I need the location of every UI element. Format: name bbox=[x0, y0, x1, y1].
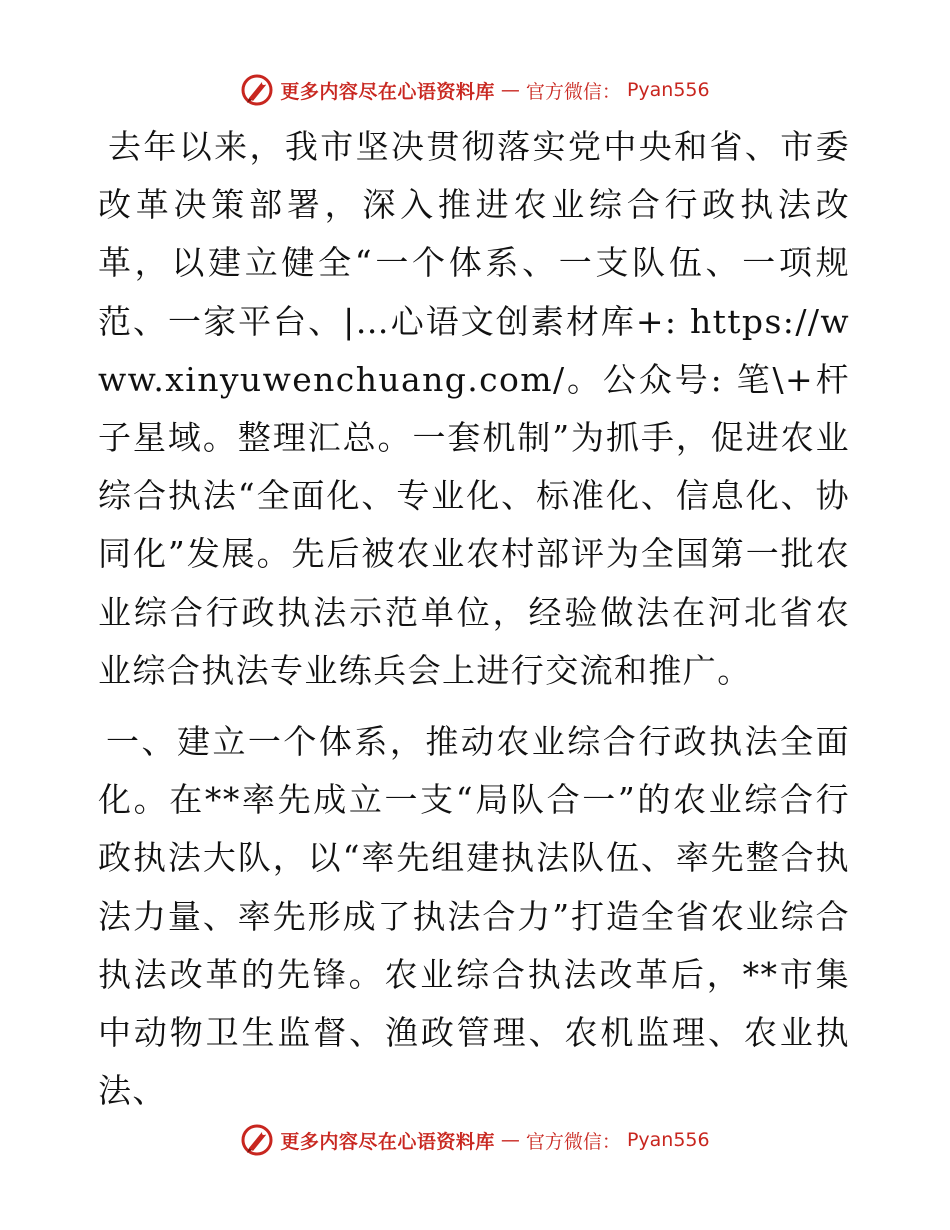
header-watermark bbox=[0, 70, 950, 110]
document-body bbox=[98, 118, 850, 1133]
watermark-wechat-label: 官方微信： bbox=[525, 80, 621, 103]
watermark-site-text: 更多内容尽在心语资料库 bbox=[280, 1130, 495, 1153]
watermark-site-text: 更多内容尽在心语资料库 bbox=[280, 80, 495, 103]
footer-watermark bbox=[0, 1120, 950, 1160]
pen-logo-icon bbox=[240, 1123, 274, 1157]
paragraph-intro: 去年以来，我市坚决贯彻落实党中央和省、市委改革决策部署，深入推进农业综合行政执法改革，以建立健全“一个体系、一支队伍、一项规范、一家平台、|…心语文创素材库+: https://www.xinyuwenchuang.com/。公众号: 笔\+杆子星域。整理汇总。一套机制”为抓手，促进农业综合执法“全面化、专业化、标准化、信息化、协同化”发展。先后被农业农村部评为全国第一批农业综合行政执法示范单位，经验做法在河北省农业综合执法专业练兵会上进行交流和推广。 bbox=[98, 127, 850, 690]
watermark-dash: — bbox=[500, 79, 520, 101]
watermark-dash: — bbox=[500, 1129, 520, 1151]
paragraph-section-one: 一、建立一个体系，推动农业综合行政执法全面化。在**率先成立一支“局队合一”的农业综合行政执法大队，以“率先组建执法队伍、率先整合执法力量、率先形成了执法合力”打造全省农业综合执法改革的先锋。农业综合执法改革后，**市集中动物卫生监督、渔政管理、农机监理、农业执法、 bbox=[98, 722, 850, 1111]
watermark-wechat-id: Pyan556 bbox=[626, 79, 710, 101]
pen-logo-icon bbox=[240, 73, 274, 107]
watermark-wechat-label: 官方微信： bbox=[525, 1130, 621, 1153]
watermark-wechat-id: Pyan556 bbox=[626, 1129, 710, 1151]
